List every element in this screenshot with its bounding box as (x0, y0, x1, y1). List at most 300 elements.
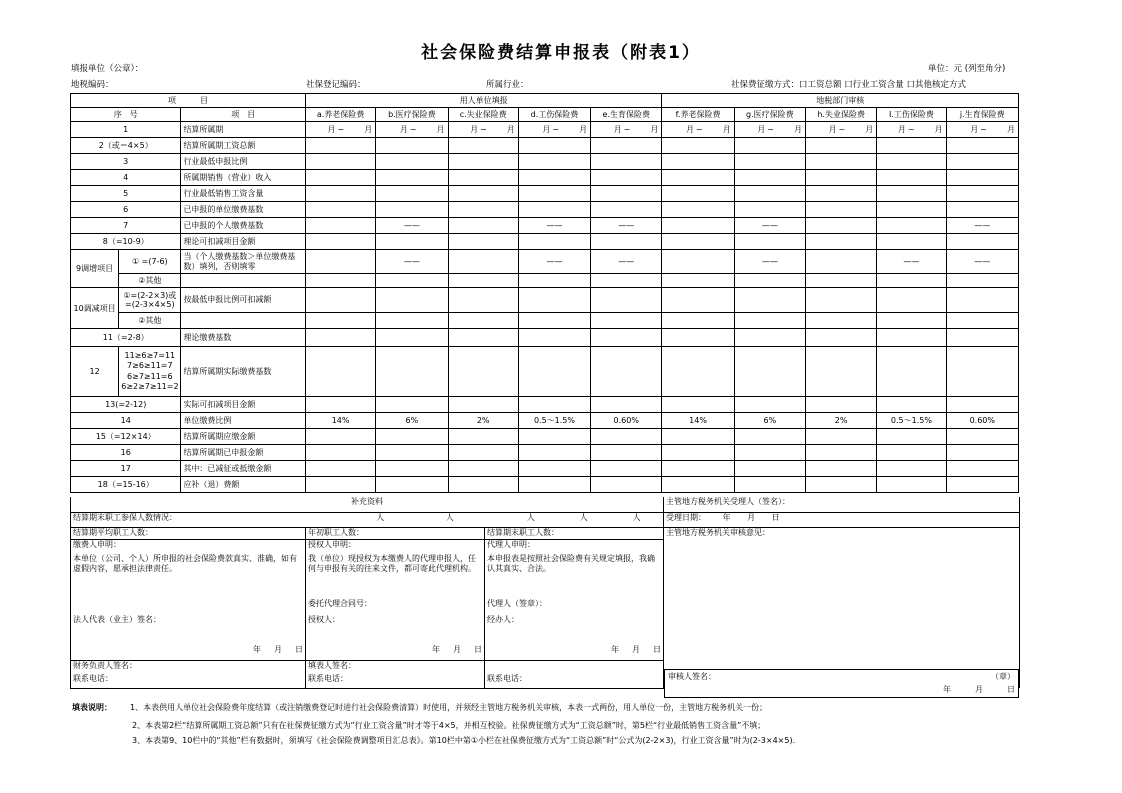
period-cell[interactable]: 月 ~ 月 (662, 122, 734, 138)
value-cell[interactable] (305, 186, 375, 202)
value-cell[interactable] (591, 186, 662, 202)
authorizer-declaration-text: 我（单位）现授权为本缴费人的代理申报人，任何与申报有关的往来文件，都可寄此代理机构。 (306, 551, 485, 599)
value-cell[interactable] (376, 445, 448, 461)
year-label: 年 (722, 512, 731, 522)
end-staff-label: 结算期末职工人数： (485, 527, 664, 539)
value-cell[interactable] (806, 429, 877, 445)
value-cell[interactable] (806, 186, 877, 202)
value-cell[interactable] (305, 218, 375, 234)
value-cell[interactable] (806, 461, 877, 477)
value-cell[interactable] (662, 461, 734, 477)
row-name: 结算所属期已申报金额 (181, 445, 306, 461)
row-name: 行业最低申报比例 (181, 154, 306, 170)
person-unit: 人 (445, 512, 454, 522)
day-label: 日 (771, 512, 780, 522)
month-label: 月 (747, 512, 756, 522)
row-name: 已申报的单位缴费基数 (181, 202, 306, 218)
value-cell[interactable] (806, 329, 877, 347)
value-cell[interactable] (877, 154, 946, 170)
value-cell[interactable] (877, 477, 946, 493)
row-name: 其中：已减征或抵缴金额 (181, 461, 306, 477)
value-cell[interactable] (591, 397, 662, 413)
value-cell[interactable] (662, 313, 734, 329)
value-cell[interactable] (448, 170, 518, 186)
value-cell[interactable] (946, 154, 1018, 170)
period-cell[interactable]: 月 ~ 月 (806, 122, 877, 138)
value-cell[interactable]: —— (734, 218, 805, 234)
value-cell[interactable] (448, 138, 518, 154)
period-cell[interactable]: 月 ~ 月 (448, 122, 518, 138)
seal-label: （章） (991, 672, 1015, 681)
value-cell[interactable] (591, 429, 662, 445)
row-name: 理论缴费基数 (181, 329, 306, 347)
value-cell[interactable] (734, 138, 805, 154)
value-cell[interactable] (806, 154, 877, 170)
reviewer-box (664, 669, 1019, 698)
value-cell[interactable] (877, 397, 946, 413)
value-cell[interactable] (806, 218, 877, 234)
value-cell[interactable] (734, 288, 805, 313)
value-cell[interactable] (662, 186, 734, 202)
row-seq: 18（=15-16） (71, 477, 181, 493)
row-seq: 4 (71, 170, 181, 186)
value-cell[interactable] (877, 274, 946, 288)
tax-col-header: h.失业保险费 (806, 108, 877, 122)
industry-label: 所属行业： (486, 80, 529, 90)
value-cell[interactable] (448, 347, 518, 397)
value-cell[interactable] (305, 274, 375, 288)
value-cell[interactable]: —— (591, 218, 662, 234)
value-cell[interactable] (518, 347, 590, 397)
authorizer-declaration-label: 授权人申明： (306, 539, 485, 551)
value-cell[interactable] (591, 170, 662, 186)
value-cell[interactable] (376, 202, 448, 218)
value-cell[interactable] (591, 154, 662, 170)
row-name: 按最低申报比例可扣减额 (181, 288, 306, 313)
value-cell[interactable] (806, 313, 877, 329)
value-cell[interactable] (734, 347, 805, 397)
item-header: 项 目 (71, 94, 306, 108)
value-cell[interactable] (946, 347, 1018, 397)
value-cell[interactable] (591, 329, 662, 347)
value-cell[interactable] (518, 329, 590, 347)
row-sub-seq: 11≥6≥7=11 7≥6≥11=7 6≥7≥11=6 6≥2≥7≥11=2 (119, 347, 181, 397)
seq-header: 序 号 (71, 108, 181, 122)
row-name: 结算所属期工资总额 (181, 138, 306, 154)
value-cell[interactable] (662, 274, 734, 288)
row-name: 理论可扣减项目金额 (181, 234, 306, 250)
value-cell[interactable] (376, 138, 448, 154)
row-seq: 3 (71, 154, 181, 170)
value-cell[interactable] (662, 170, 734, 186)
value-cell[interactable] (305, 202, 375, 218)
accept-date-label: 受理日期： (666, 512, 707, 522)
value-cell[interactable]: —— (734, 250, 805, 274)
row-seq: 7 (71, 218, 181, 234)
value-cell[interactable]: —— (376, 250, 448, 274)
value-cell[interactable] (448, 288, 518, 313)
rate-cell[interactable]: 0.5～1.5% (518, 413, 590, 429)
row-seq: 2（或＝4×5） (71, 138, 181, 154)
phone-label: 联系电话： (71, 674, 306, 688)
value-cell[interactable] (662, 234, 734, 250)
value-cell[interactable]: —— (518, 250, 590, 274)
legal-rep-label: 法人代表（业主）签名： (71, 615, 306, 645)
value-cell[interactable] (662, 250, 734, 274)
value-cell[interactable] (806, 234, 877, 250)
person-unit: 人 (526, 512, 535, 522)
phone-label: 联系电话： (485, 674, 664, 688)
value-cell[interactable] (946, 202, 1018, 218)
value-cell[interactable] (448, 154, 518, 170)
value-cell[interactable]: —— (946, 218, 1018, 234)
row-seq: 9调增项目 (71, 250, 119, 288)
contract-number-label: 委托代理合同号： (306, 599, 485, 615)
value-cell[interactable] (662, 154, 734, 170)
value-cell[interactable] (877, 234, 946, 250)
note-2: 2、本表第2栏“结算所属期工资总额”只有在社保费征缴方式为“行业工资含量”时才等于4×5，并相互校验。社保费征缴方式为“工资总额”时，第5栏“行业最低销售工资含量”不填； (132, 721, 766, 730)
value-cell[interactable] (662, 347, 734, 397)
value-cell[interactable] (591, 288, 662, 313)
value-cell[interactable] (448, 477, 518, 493)
value-cell[interactable] (806, 288, 877, 313)
tax-group-header: 地税部门审核 (662, 94, 1019, 108)
row-seq: 1 (71, 122, 181, 138)
value-cell[interactable] (305, 170, 375, 186)
phone-label: 联系电话： (306, 674, 485, 688)
value-cell[interactable] (946, 477, 1018, 493)
value-cell[interactable] (376, 170, 448, 186)
value-cell[interactable] (448, 429, 518, 445)
row-seq: 10调减项目 (71, 288, 119, 329)
value-cell[interactable] (946, 461, 1018, 477)
value-cell[interactable] (448, 218, 518, 234)
method-option-industry[interactable]: 口行业工资含量 (844, 80, 904, 90)
value-cell[interactable] (734, 234, 805, 250)
person-unit: 人 (579, 512, 588, 522)
tax-code-label: 地税编码： (71, 80, 114, 90)
employer-col-header: b.医疗保险费 (376, 108, 448, 122)
value-cell[interactable] (662, 202, 734, 218)
value-cell[interactable] (376, 477, 448, 493)
authorizer-label: 授权人： (306, 615, 485, 645)
row-name: 结算所属期实际缴费基数 (181, 347, 306, 397)
rate-cell[interactable]: 14% (305, 413, 375, 429)
value-cell[interactable] (518, 429, 590, 445)
authorizer-sign-date: 年 月 日 (432, 645, 482, 654)
tax-col-header: g.医疗保险费 (734, 108, 805, 122)
review-date: 年 月 日 (943, 685, 1015, 694)
rate-cell[interactable]: 14% (662, 413, 734, 429)
filler-sign-label: 填表人签名： (306, 660, 485, 674)
begin-staff-label: 年初职工人数： (306, 527, 485, 539)
value-cell[interactable] (305, 313, 375, 329)
value-cell[interactable] (877, 461, 946, 477)
value-cell[interactable] (305, 429, 375, 445)
value-cell[interactable] (305, 250, 375, 274)
value-cell[interactable] (806, 250, 877, 274)
value-cell[interactable] (305, 138, 375, 154)
value-cell[interactable] (305, 347, 375, 397)
period-cell[interactable]: 月 ~ 月 (877, 122, 946, 138)
value-cell[interactable] (376, 186, 448, 202)
value-cell[interactable] (518, 477, 590, 493)
row-seq: 12 (71, 347, 119, 397)
tax-col-header: I.工伤保险费 (877, 108, 946, 122)
agent-seal-label: 代理人（签章）： (485, 599, 664, 615)
row-name-blank (181, 274, 306, 288)
row-name: 行业最低销售工资含量 (181, 186, 306, 202)
row-sub-seq: ①=(2-2×3)或=(2-3×4×5) (119, 288, 181, 313)
row-name: 应补（退）费额 (181, 477, 306, 493)
method-option-wage-total[interactable]: 口工资总额 (799, 80, 842, 90)
value-cell[interactable]: —— (946, 250, 1018, 274)
row-seq: 14 (71, 413, 181, 429)
rate-cell[interactable]: 2% (806, 413, 877, 429)
value-cell[interactable] (946, 445, 1018, 461)
value-cell[interactable] (518, 202, 590, 218)
value-cell[interactable] (662, 138, 734, 154)
handler-label: 经办人： (485, 615, 664, 645)
value-cell[interactable] (591, 461, 662, 477)
value-cell[interactable] (376, 288, 448, 313)
period-cell[interactable]: 月 ~ 月 (376, 122, 448, 138)
notes-label: 填表说明： (72, 703, 112, 712)
period-cell[interactable]: 月 ~ 月 (305, 122, 375, 138)
value-cell[interactable] (448, 250, 518, 274)
value-cell[interactable] (946, 170, 1018, 186)
employer-col-header: a.养老保险费 (305, 108, 375, 122)
note-3: 3、本表第9、10栏中的“其他”栏有数据时，须填写《社会保险费调整项目汇总表》。第10栏中第①小栏在社保费征缴方式为“工资总额”时“公式为(2-2×3)，行业工资含量”时为(2-3×4×5). (132, 736, 796, 745)
value-cell[interactable] (591, 234, 662, 250)
value-cell[interactable] (946, 138, 1018, 154)
value-cell[interactable] (518, 154, 590, 170)
value-cell[interactable] (946, 429, 1018, 445)
supplement-heading: 补充资料 (71, 497, 664, 512)
row-name: 当（个人缴费基数＞单位缴费基数）填列，否则填零 (181, 250, 306, 274)
tax-col-header: f.养老保险费 (662, 108, 734, 122)
value-cell[interactable]: —— (591, 250, 662, 274)
value-cell[interactable] (734, 202, 805, 218)
value-cell[interactable] (946, 288, 1018, 313)
row-name: 结算所属期 (181, 122, 306, 138)
period-cell[interactable]: 月 ~ 月 (946, 122, 1018, 138)
value-cell[interactable] (591, 138, 662, 154)
value-cell[interactable] (376, 397, 448, 413)
value-cell[interactable] (734, 477, 805, 493)
unit-label: 单位：元 (列至角分) (928, 64, 1006, 74)
value-cell[interactable]: —— (877, 250, 946, 274)
row-seq: 13(=2-12) (71, 397, 181, 413)
row-seq: 17 (71, 461, 181, 477)
value-cell[interactable] (376, 313, 448, 329)
value-cell[interactable] (806, 445, 877, 461)
payer-sign-date: 年 月 日 (253, 645, 303, 654)
value-cell[interactable] (448, 186, 518, 202)
value-cell[interactable] (734, 429, 805, 445)
value-cell[interactable] (448, 274, 518, 288)
note-1: 填表说明： 1、本表供用人单位社会保险费年度结算（或注销缴费登记时进行社会保险费清算）时使用，并须经主管地方税务机关审核，本表一式两份，用人单位一份，主管地方税务机关一份； (72, 703, 768, 712)
row-name: 结算所属期应缴金额 (181, 429, 306, 445)
value-cell[interactable] (946, 313, 1018, 329)
value-cell[interactable] (877, 288, 946, 313)
value-cell[interactable] (734, 154, 805, 170)
value-cell[interactable] (376, 461, 448, 477)
audit-opinion-label: 主管地方税务机关审核意见： (664, 527, 1020, 688)
value-cell[interactable] (376, 274, 448, 288)
value-cell[interactable] (448, 202, 518, 218)
value-cell[interactable] (305, 288, 375, 313)
value-cell[interactable] (376, 234, 448, 250)
value-cell[interactable] (734, 397, 805, 413)
value-cell[interactable] (806, 138, 877, 154)
value-cell[interactable] (877, 202, 946, 218)
item-name-header: 项 目 (181, 108, 306, 122)
value-cell[interactable] (662, 218, 734, 234)
value-cell[interactable] (591, 202, 662, 218)
rate-cell[interactable]: 0.5～1.5% (877, 413, 946, 429)
value-cell[interactable] (734, 274, 805, 288)
agent-sign-date: 年 月 日 (611, 645, 662, 654)
value-cell[interactable] (376, 429, 448, 445)
value-cell[interactable] (946, 234, 1018, 250)
footer-table (70, 497, 1020, 689)
value-cell[interactable] (662, 329, 734, 347)
value-cell[interactable] (877, 138, 946, 154)
value-cell[interactable] (448, 234, 518, 250)
value-cell[interactable]: —— (376, 218, 448, 234)
value-cell[interactable] (591, 313, 662, 329)
value-cell[interactable] (877, 445, 946, 461)
value-cell[interactable] (518, 461, 590, 477)
value-cell[interactable] (877, 218, 946, 234)
value-cell[interactable] (518, 138, 590, 154)
tax-officer-label: 主管地方税务机关受理人（签名）： (664, 497, 1020, 512)
rate-cell[interactable]: 6% (376, 413, 448, 429)
value-cell[interactable] (305, 477, 375, 493)
value-cell[interactable] (591, 274, 662, 288)
value-cell[interactable] (806, 477, 877, 493)
value-cell[interactable] (734, 170, 805, 186)
value-cell[interactable] (518, 445, 590, 461)
value-cell[interactable] (806, 397, 877, 413)
unemployed-insured-label: 结算期末职工参保人数情况： (71, 512, 306, 527)
value-cell[interactable] (662, 397, 734, 413)
period-cell[interactable]: 月 ~ 月 (518, 122, 590, 138)
agent-declaration-text: 本申报表是按照社会保险费有关规定填报，我确认其真实、合法。 (485, 551, 664, 599)
tax-col-header: j.生育保险费 (946, 108, 1018, 122)
value-cell[interactable] (448, 461, 518, 477)
value-cell[interactable] (305, 154, 375, 170)
value-cell[interactable] (806, 170, 877, 186)
payer-declaration-text: 本单位（公司、个人）所申报的社会保险费款真实、准确，如有虚假内容，愿承担法律责任。 (71, 551, 306, 599)
value-cell[interactable] (877, 313, 946, 329)
employer-col-header: e.生育保险费 (591, 108, 662, 122)
value-cell[interactable] (734, 445, 805, 461)
value-cell[interactable] (877, 347, 946, 397)
value-cell[interactable] (734, 313, 805, 329)
value-cell[interactable] (448, 329, 518, 347)
period-cell[interactable]: 月 ~ 月 (591, 122, 662, 138)
collection-method (731, 80, 966, 91)
value-cell[interactable] (734, 461, 805, 477)
value-cell[interactable] (806, 347, 877, 397)
person-unit: 人 (376, 512, 385, 522)
value-cell[interactable] (376, 347, 448, 397)
employer-group-header: 用人单位填报 (305, 94, 661, 108)
value-cell[interactable] (877, 429, 946, 445)
value-cell[interactable] (591, 347, 662, 397)
value-cell[interactable] (305, 461, 375, 477)
period-cell[interactable]: 月 ~ 月 (734, 122, 805, 138)
value-cell[interactable] (518, 234, 590, 250)
value-cell[interactable] (591, 445, 662, 461)
value-cell[interactable] (734, 329, 805, 347)
value-cell[interactable] (448, 445, 518, 461)
employer-col-header: c.失业保险费 (448, 108, 518, 122)
value-cell[interactable] (518, 186, 590, 202)
value-cell[interactable] (305, 234, 375, 250)
value-cell[interactable] (518, 170, 590, 186)
value-cell[interactable] (376, 329, 448, 347)
value-cell[interactable] (946, 186, 1018, 202)
fill-unit-label: 填报单位（公章）： (71, 64, 144, 74)
rate-cell[interactable]: 0.60% (591, 413, 662, 429)
value-cell[interactable] (518, 288, 590, 313)
rate-cell[interactable]: 0.60% (946, 413, 1018, 429)
value-cell[interactable] (662, 477, 734, 493)
value-cell[interactable] (877, 329, 946, 347)
row-name: 单位缴费比例 (181, 413, 306, 429)
value-cell[interactable] (946, 397, 1018, 413)
value-cell[interactable] (806, 202, 877, 218)
row-sub-seq: ②其他 (119, 313, 181, 329)
avg-staff-label: 结算期平均职工人数： (71, 527, 306, 539)
value-cell[interactable] (376, 154, 448, 170)
value-cell[interactable] (591, 477, 662, 493)
row-name-blank (181, 313, 306, 329)
value-cell[interactable] (305, 445, 375, 461)
value-cell[interactable] (877, 186, 946, 202)
row-seq: 16 (71, 445, 181, 461)
value-cell[interactable] (662, 445, 734, 461)
value-cell[interactable] (877, 170, 946, 186)
value-cell[interactable] (305, 397, 375, 413)
row-seq: 15（=12×14） (71, 429, 181, 445)
value-cell[interactable] (662, 429, 734, 445)
row-seq: 5 (71, 186, 181, 202)
value-cell[interactable] (662, 288, 734, 313)
value-cell[interactable] (946, 329, 1018, 347)
agent-declaration-label: 代理人申明： (485, 539, 664, 551)
method-option-other[interactable]: 口其他核定方式 (906, 80, 966, 90)
rate-cell[interactable]: 6% (734, 413, 805, 429)
rate-cell[interactable]: 2% (448, 413, 518, 429)
value-cell[interactable] (448, 397, 518, 413)
value-cell[interactable] (305, 329, 375, 347)
value-cell[interactable] (518, 313, 590, 329)
row-seq: 11（=2-8） (71, 329, 181, 347)
value-cell[interactable] (448, 313, 518, 329)
value-cell[interactable] (946, 274, 1018, 288)
value-cell[interactable] (806, 274, 877, 288)
value-cell[interactable]: —— (518, 218, 590, 234)
value-cell[interactable] (734, 186, 805, 202)
value-cell[interactable] (518, 274, 590, 288)
method-label: 社保费征缴方式： (731, 80, 800, 90)
value-cell[interactable] (518, 397, 590, 413)
row-name: 已申报的个人缴费基数 (181, 218, 306, 234)
